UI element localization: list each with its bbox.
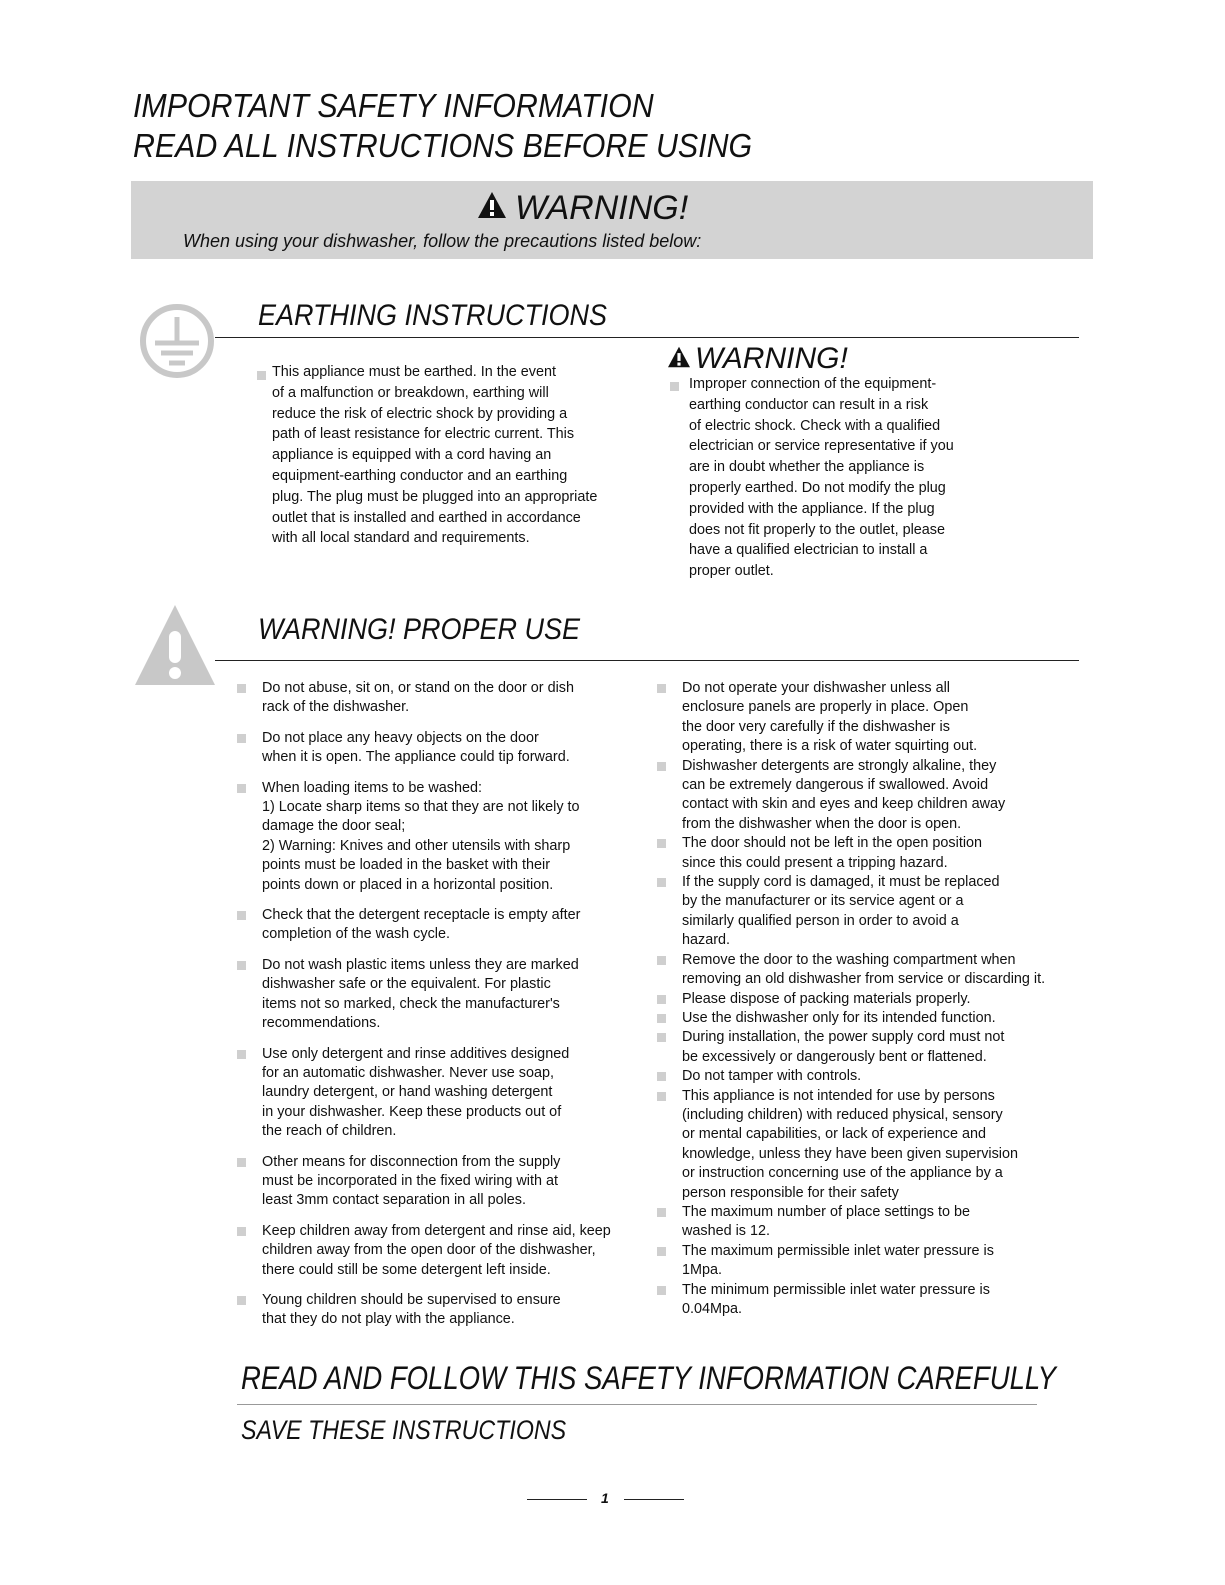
bullet-icon (237, 1050, 246, 1059)
bullet-icon (657, 684, 666, 693)
bullet-icon (237, 1227, 246, 1236)
list-item (657, 1242, 1067, 1281)
list-item (657, 951, 1067, 990)
bullet-icon (237, 784, 246, 793)
proper-use-right-list (657, 679, 1067, 1319)
list-item (657, 1028, 1067, 1067)
page-title-line2: READ ALL INSTRUCTIONS BEFORE USING (133, 127, 753, 164)
list-item (657, 757, 1067, 835)
bullet-icon (670, 382, 679, 391)
bullet-icon (657, 1014, 666, 1023)
bullet-icon (657, 1033, 666, 1042)
list-item (657, 1087, 1067, 1203)
footer-read-follow: READ AND FOLLOW THIS SAFETY INFORMATION CAREFULLY (241, 1360, 1057, 1396)
earthing-heading: EARTHING INSTRUCTIONS (258, 299, 608, 332)
list-item (657, 873, 1067, 951)
list-item (237, 1045, 637, 1142)
list-item (657, 990, 1067, 1009)
bullet-icon (657, 1208, 666, 1217)
list-item-text: Do not tamper with controls. (682, 1068, 862, 1085)
list-item-text: Do not wash plastic items unless they are marked dishwasher safe or the equivalent. For plastic items not so marked, check the manufacturer's recommendations. (262, 956, 579, 1032)
page-number-rule-left (527, 1499, 587, 1500)
bullet-icon (657, 762, 666, 771)
warning-triangle-icon (667, 346, 691, 373)
list-item-text: The minimum permissible inlet water pressure is 0.04Mpa. (682, 1281, 990, 1317)
list-item (237, 1153, 637, 1211)
footer-save-instructions: SAVE THESE INSTRUCTIONS (241, 1415, 567, 1445)
earthing-divider (215, 337, 1079, 338)
bullet-icon (657, 1286, 666, 1295)
list-item-text: Other means for disconnection from the supply must be incorporated in the fixed wiring with at least 3mm contact separation in all poles. (262, 1153, 561, 1209)
bullet-icon (657, 878, 666, 887)
earthing-text: This appliance must be earthed. In the event of a malfunction or breakdown, earthing will reduce the risk of electric shock by providing a path of least resistance for electric current. This appliance is equipped with a cord having an equipment-earthing conductor and an earthing plug. The plug must be plugged into an appropriate outlet that is installed and earthed in accordance with all local standard and requirements. (272, 364, 598, 547)
list-item (657, 1067, 1067, 1086)
list-item (237, 1291, 637, 1330)
bullet-icon (657, 995, 666, 1004)
list-item (237, 729, 637, 768)
list-item (237, 779, 637, 895)
list-item-text: The maximum permissible inlet water pressure is 1Mpa. (682, 1242, 994, 1279)
bullet-icon (657, 839, 666, 848)
earthing-warning-text: Improper connection of the equipment- earthing conductor can result in a risk of electric shock. Check with a qualified electrician or service representative if you are in doubt whether the appliance is properly earthed. Do not modify the plug provided with the appliance. If the plug does not fit properly to the outlet, please have a qualified electrician to install a proper outlet. (689, 376, 954, 580)
bullet-icon (657, 956, 666, 965)
list-item (237, 906, 637, 945)
earth-ground-icon (139, 303, 215, 384)
page-title-line1: IMPORTANT SAFETY INFORMATION (133, 87, 654, 124)
list-item (657, 1009, 1067, 1028)
list-item-text: Please dispose of packing materials properly. (682, 990, 971, 1007)
list-item (237, 679, 637, 718)
proper-use-heading: WARNING! PROPER USE (258, 613, 581, 646)
bullet-icon (657, 1072, 666, 1081)
banner-subtitle: When using your dishwasher, follow the precautions listed below: (183, 231, 702, 251)
banner-warning-label: WARNING! (515, 189, 689, 227)
banner-warning-heading (477, 188, 688, 228)
earthing-warning-label: WARNING! (695, 342, 848, 375)
bullet-icon (237, 684, 246, 693)
list-item (657, 679, 1067, 757)
proper-use-divider (215, 660, 1079, 661)
list-item-text: This appliance is not intended for use by persons (including children) with reduced physical, sensory or mental capabilities, or lack of experience and knowledge, unless they have been given supervision or instruction concerning use of the appliance by a person responsible for their safety (682, 1087, 1019, 1201)
list-item-text: Use only detergent and rinse additives designed for an automatic dishwasher. Never use soap, laundry detergent, or hand washing detergent in your dishwasher. Keep these products out of the reach of children. (262, 1045, 570, 1140)
exclamation-triangle-icon (133, 603, 217, 692)
list-item-text: Do not operate your dishwasher unless all enclosure panels are properly in place. Open the door very carefully if the dishwasher is operating, there is a risk of water squirting out. (682, 680, 978, 755)
list-item-text: Do not place any heavy objects on the door when it is open. The appliance could tip forward. (262, 729, 570, 766)
list-item-text: During installation, the power supply cord must not be excessively or dangerously bent or flattened. (682, 1029, 1005, 1065)
list-item (657, 1281, 1067, 1320)
page-number: 1 (601, 1490, 609, 1506)
list-item-text: The maximum number of place settings to be washed is 12. (682, 1203, 970, 1240)
list-item-text: If the supply cord is damaged, it must be replaced by the manufacturer or its service agent or a similarly qualified person in order to avoid a hazard. (682, 874, 1000, 949)
list-item (657, 834, 1067, 873)
list-item-text: The door should not be left in the open position since this could present a tripping hazard. (682, 835, 983, 871)
list-item-text: Check that the detergent receptacle is empty after completion of the wash cycle. (262, 907, 581, 943)
list-item-text: When loading items to be washed: 1) Locate sharp items so that they are not likely to damage the door seal; 2) Warning: Knives and other utensils with sharp points must be loaded in the basket with their points down or placed in a horizontal position. (262, 779, 580, 893)
footer-divider (237, 1404, 1037, 1405)
list-item (657, 1203, 1067, 1242)
list-item-text: Dishwasher detergents are strongly alkaline, they can be extremely dangerous if swallowed. Avoid contact with skin and eyes and keep children away from the dishwasher when the door is open. (682, 757, 1006, 832)
list-item-text: Use the dishwasher only for its intended function. (682, 1009, 996, 1026)
bullet-icon (237, 734, 246, 743)
page-number-rule-right (624, 1499, 684, 1500)
warning-triangle-icon (477, 188, 507, 228)
bullet-icon (237, 961, 246, 970)
list-item (237, 1222, 637, 1280)
list-item (237, 956, 637, 1034)
bullet-icon (237, 1296, 246, 1305)
proper-use-left-list (237, 679, 637, 1341)
bullet-icon (657, 1092, 666, 1101)
list-item-text: Young children should be supervised to ensure that they do not play with the appliance. (262, 1291, 561, 1328)
earthing-warning-heading (667, 342, 848, 376)
bullet-icon (657, 1247, 666, 1256)
bullet-icon (237, 911, 246, 920)
list-item-text: Keep children away from detergent and rinse aid, keep children away from the open door of the dishwasher, there could still be some detergent left inside. (262, 1222, 611, 1278)
bullet-icon (257, 371, 266, 380)
list-item-text: Do not abuse, sit on, or stand on the door or dish rack of the dishwasher. (262, 680, 574, 716)
list-item-text: Remove the door to the washing compartment when removing an old dishwasher from service or discarding it. (682, 951, 1046, 988)
bullet-icon (237, 1158, 246, 1167)
